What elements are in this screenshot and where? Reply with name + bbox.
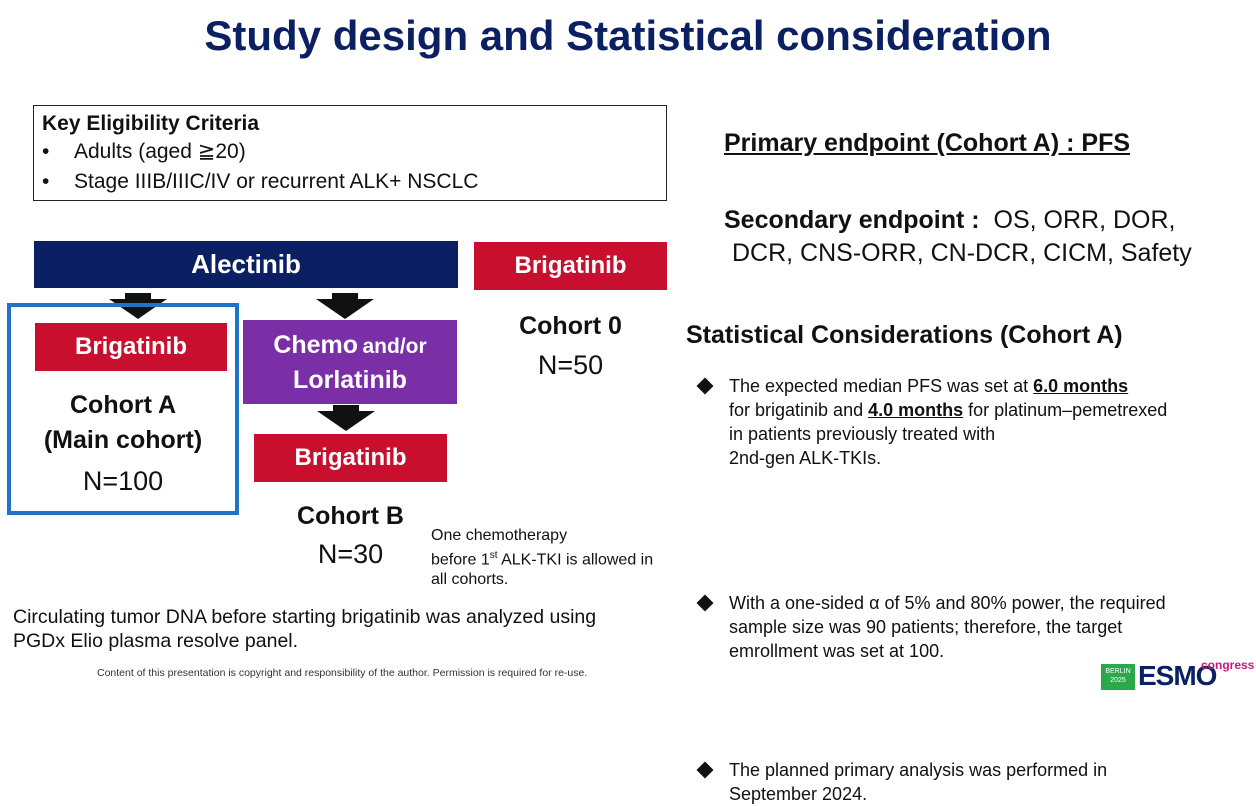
eligibility-item-text: Stage IIIB/IIIC/IV or recurrent ALK+ NSCLC bbox=[74, 170, 479, 193]
bullet-glyph: • bbox=[42, 170, 50, 193]
page-title: Study design and Statistical consideration bbox=[204, 12, 1052, 59]
arrow-down-icon bbox=[313, 405, 379, 431]
eligibility-item bbox=[42, 137, 658, 167]
copyright-footer: Content of this presentation is copyright and responsibility of the author. Permission is required for re-use. bbox=[97, 667, 588, 679]
ctdna-line: Circulating tumor DNA before starting brigatinib was analyzed using bbox=[13, 606, 597, 628]
esmo-year-badge bbox=[1101, 664, 1135, 690]
stats-bullet bbox=[729, 758, 1254, 806]
note-line: all cohorts. bbox=[431, 571, 509, 589]
stats-text: sample size was 90 patients; therefore, the target bbox=[729, 617, 1123, 637]
eligibility-item bbox=[42, 167, 658, 197]
stats-highlight: 6.0 months bbox=[1033, 376, 1129, 396]
bullet-glyph: • bbox=[42, 140, 50, 163]
note-text: ALK-TKI is allowed in bbox=[497, 551, 654, 569]
stats-bullet bbox=[729, 591, 1254, 663]
brigatinib-cohort-b-bar: Brigatinib bbox=[254, 434, 447, 482]
alectinib-bar: Alectinib bbox=[34, 241, 458, 288]
note-line bbox=[431, 546, 691, 570]
ctdna-line: PGDx Elio plasma resolve panel. bbox=[13, 630, 299, 652]
stats-text: in patients previously treated with bbox=[729, 424, 996, 444]
cohort-0-n: N=50 bbox=[537, 350, 604, 380]
diamond-bullet-icon bbox=[697, 595, 714, 612]
secondary-label: Secondary endpoint : bbox=[724, 206, 980, 234]
cohort-b-label: Cohort B bbox=[297, 502, 404, 530]
brigatinib-cohort0-bar: Brigatinib bbox=[474, 242, 667, 290]
cohort-a-n: N=100 bbox=[82, 466, 164, 496]
secondary-endpoint bbox=[724, 204, 1192, 270]
logo-brand: ESMO bbox=[1138, 660, 1217, 691]
chemo-lorlatinib-box bbox=[243, 320, 457, 404]
logo-year: 2025 bbox=[1110, 677, 1126, 684]
stats-text: emrollment was set at 100. bbox=[729, 641, 945, 661]
stats-bullet bbox=[729, 374, 1254, 470]
logo-suffix: congress bbox=[1201, 658, 1255, 672]
note-line: One chemotherapy bbox=[431, 527, 568, 544]
diamond-bullet-icon bbox=[697, 378, 714, 395]
stats-text: 2nd-gen ALK-TKIs. bbox=[729, 448, 882, 468]
stats-highlight: 4.0 months bbox=[868, 400, 964, 420]
cohort-a-label: Cohort A bbox=[70, 391, 176, 419]
stats-heading: Statistical Considerations (Cohort A) bbox=[686, 321, 1123, 349]
secondary-list: DCR, CNS-ORR, CN-DCR, CICM, Safety bbox=[732, 239, 1192, 267]
cohort-b-n: N=30 bbox=[317, 539, 384, 569]
lorlatinib-label: Lorlatinib bbox=[293, 366, 407, 394]
note-text: before 1 bbox=[431, 551, 490, 569]
chemo-label: Chemo bbox=[273, 331, 359, 359]
and-or-label: and/or bbox=[362, 335, 427, 358]
cohort-a-sublabel: (Main cohort) bbox=[43, 426, 203, 454]
stats-text: The expected median PFS was set at bbox=[729, 376, 1034, 396]
stats-text: for brigatinib and bbox=[729, 400, 869, 420]
stats-text: With a one-sided α of 5% and 80% power, the required bbox=[729, 593, 1166, 613]
chemotherapy-note bbox=[431, 526, 691, 590]
stats-text: September 2024. bbox=[729, 784, 868, 804]
esmo-congress-logo bbox=[1101, 658, 1255, 692]
primary-endpoint: Primary endpoint (Cohort A) : PFS bbox=[724, 129, 1131, 157]
ctdna-text bbox=[13, 605, 693, 653]
arrow-down-icon bbox=[312, 293, 378, 319]
eligibility-heading: Key Eligibility Criteria bbox=[42, 112, 260, 135]
cohort-0-label: Cohort 0 bbox=[519, 312, 622, 340]
logo-city: BERLIN bbox=[1105, 668, 1131, 675]
eligibility-item-text: Adults (aged ≧20) bbox=[74, 140, 246, 163]
stats-text: for platinum–pemetrexed bbox=[963, 400, 1168, 420]
note-superscript: st bbox=[489, 550, 498, 561]
eligibility-box bbox=[33, 105, 667, 201]
stats-text: The planned primary analysis was performed in bbox=[729, 760, 1108, 780]
diamond-bullet-icon bbox=[697, 762, 714, 779]
secondary-list: OS, ORR, DOR, bbox=[993, 206, 1176, 234]
brigatinib-cohort-a-bar: Brigatinib bbox=[35, 323, 227, 371]
